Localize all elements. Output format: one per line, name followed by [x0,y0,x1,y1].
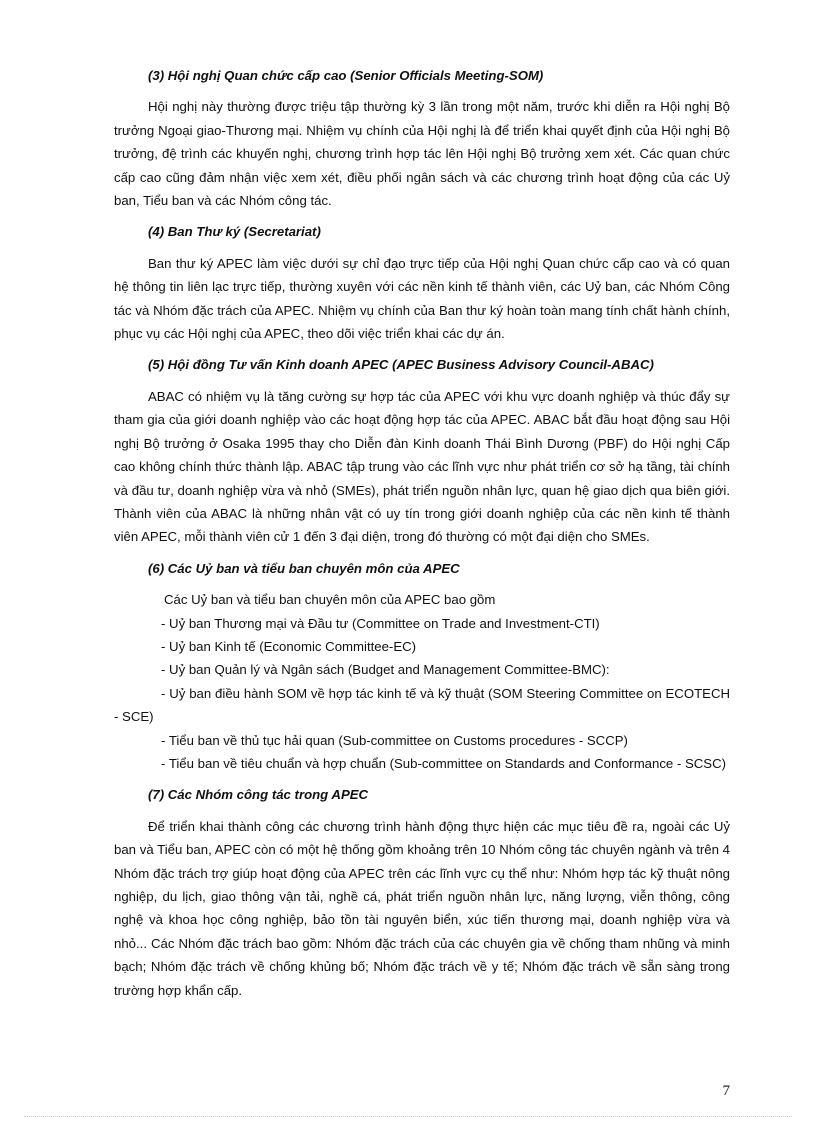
list-item: - Uỷ ban Quản lý và Ngân sách (Budget and Management Committee-BMC): [161,662,610,678]
page-bottom-divider [24,1116,792,1117]
section-3-heading: (3) Hội nghị Quan chức cấp cao (Senior Officials Meeting-SOM) [148,68,544,83]
section-7-paragraph: Để triển khai thành công các chương trình hành động thực hiện các mục tiêu đề ra, ngoài các Uỷ ban và Tiểu ban, APEC còn có một hệ thống gồm khoảng trên 10 Nhóm công tác chuyên ngành và trên 4 Nhóm đặc trách trợ giúp hoạt động của APEC trên các lĩnh vực cụ thể như: Nhóm hợp tác kỹ thuật nông nghiệp, du lịch, giao thông vận tải, nghề cá, phát triển nguồn nhân lực, năng lượng, viễn thông, công nghệ và khoa học công nghiệp, bảo tồn tài nguyên biển, xúc tiến thương mại, doanh nghiệp vừa và nhỏ... Các Nhóm đặc trách bao gồm: Nhóm đặc trách của các chuyên gia về chống tham nhũng và minh bạch; Nhóm đặc trách về chống khủng bố; Nhóm đặc trách về y tế; Nhóm đặc trách về sẵn sàng trong trường hợp khẩn cấp. [114,818,730,998]
committee-list [114,588,730,775]
list-item: - Tiểu ban về tiêu chuẩn và hợp chuẩn (Sub-committee on Standards and Conformance - SCSC) [161,755,727,771]
section-5-paragraph: ABAC có nhiệm vụ là tăng cường sự hợp tác của APEC với khu vực doanh nghiệp và thúc đẩy sự tham gia của giới doanh nghiệp vào các hoạt động hợp tác của APEC. ABAC bắt đầu hoạt động sau Hội nghị Bộ trưởng ở Osaka 1995 thay cho Diễn đàn Kinh doanh Thái Bình Dương (PBF) do Hội nghị Cấp cao không chính thức thành lập. ABAC tập trung vào các lĩnh vực như phát triển cơ sở hạ tầng, tài chính và đầu tư, doanh nghiệp vừa và nhỏ (SMEs), phát triển nguồn nhân lực, quan hệ giao dịch qua biên giới. Thành viên của ABAC là những nhân vật có uy tín trong giới doanh nghiệp của các nền kinh tế thành viên APEC, mỗi thành viên cử 1 đến 3 đại diện, trong đó thường có một đại diện cho SMEs. [114,388,730,545]
section-6-heading: (6) Các Uỷ ban và tiểu ban chuyên môn của APEC [148,560,460,576]
page-number: 7 [722,1083,730,1099]
section-4-heading: (4) Ban Thư ký (Secretariat) [148,224,321,240]
section-3-paragraph: Hội nghị này thường được triệu tập thường kỳ 3 lần trong một năm, trước khi diễn ra Hội nghị Bộ trưởng Ngoại giao-Thương mại. Nhiệm vụ chính của Hội nghị là để triển khai quyết định của Hội nghị Bộ trưởng, đệ trình các khuyến nghị, chương trình hợp tác lên Hội nghị Bộ trưởng xem xét. Các quan chức cấp cao cũng đảm nhận việc xem xét, điều phối ngân sách và các chương trình hoạt động của các Uỷ ban, Tiểu ban và các Nhóm công tác. [114,99,730,209]
section-4-paragraph: Ban thư ký APEC làm việc dưới sự chỉ đạo trực tiếp của Hội nghị Quan chức cấp cao và có quan hệ thông tin liên lạc trực tiếp, thường xuyên với các nền kinh tế thành viên, các Uỷ ban, các Nhóm Công tác và Nhóm đặc trách của APEC. Nhiệm vụ chính của Ban thư ký hoàn toàn mang tính chất hành chính, phục vụ các Hội nghị của APEC, theo dõi việc triển khai các dự án. [114,255,730,342]
list-item: - Uỷ ban điều hành SOM về hợp tác kinh tế và kỹ thuật (SOM Steering Committee on ECOTECH - SCE) [114,685,730,725]
page-content [114,64,730,1010]
list-item: - Uỷ ban Thương mại và Đầu tư (Committee on Trade and Investment-CTI) [161,615,600,631]
section-5-heading: (5) Hội đồng Tư vấn Kinh doanh APEC (APEC Business Advisory Council-ABAC) [148,357,654,373]
section-7-heading: (7) Các Nhóm công tác trong APEC [148,787,369,803]
committee-list-intro: Các Uỷ ban và tiểu ban chuyên môn của APEC bao gồm [164,592,496,608]
list-item: - Uỷ ban Kinh tế (Economic Committee-EC) [161,638,417,654]
list-item: - Tiểu ban về thủ tục hải quan (Sub-committee on Customs procedures - SCCP) [161,732,628,748]
